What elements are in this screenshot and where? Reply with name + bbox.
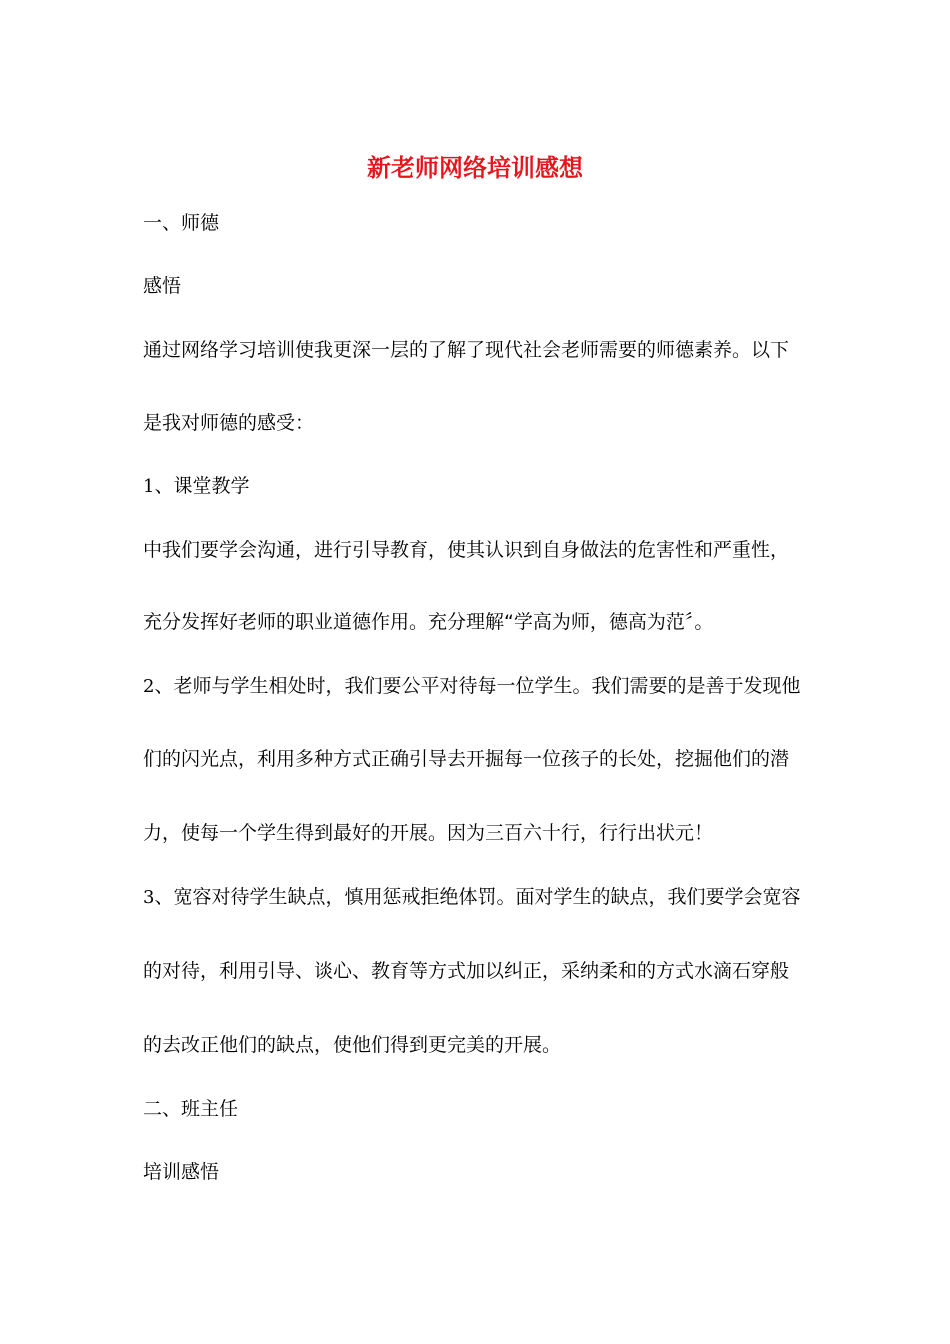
line-text: 中我们要学会沟通，进行引导教育，使其认识到自身做法的危害性和严重性， [143,539,790,561]
line-text: 的对待，利用引导、谈心、教育等方式加以纠正，采纳柔和的方式水滴石穿般 [143,960,790,982]
document-title: 新老师网络培训感想 [367,153,583,182]
line-text: 是我对师德的感受： [143,412,315,434]
line-text: 们的闪光点，利用多种方式正确引导去开掘每一位孩子的长处，挖掘他们的潜 [143,748,790,770]
line-text: 充分发挥好老师的职业道德作用。充分理解“学高为师，德高为范〞。 [143,611,714,633]
line-text: 通过网络学习培训使我更深一层的了解了现代社会老师需要的师德素养。以下 [143,339,790,361]
list-item-3 [143,883,823,912]
line-text: 力，使每一个学生得到最好的开展。因为三百六十行，行行出状元！ [143,822,714,844]
subheading-training-reflection [143,1158,823,1186]
paragraph-line [143,819,823,847]
line-text: 、老师与学生相处时，我们要公平对待每一位学生。我们需要的是善于发现他 [154,675,801,697]
paragraph-line [143,536,823,564]
line-text: 的去改正他们的缺点，使他们得到更完美的开展。 [143,1034,562,1056]
paragraph-line [143,409,823,437]
line-text: 一、师德 [143,212,220,234]
line-text: 感悟 [143,275,182,297]
paragraph-line [143,957,823,985]
line-text: 二、班主任 [143,1098,239,1120]
list-item-1 [143,472,823,501]
line-text: 、宽容对待学生缺点，慎用惩戒拒绝体罚。面对学生的缺点，我们要学会宽容 [154,886,801,908]
subheading-reflection [143,272,823,300]
line-text: 、课堂教学 [154,475,250,497]
list-number: 2 [143,676,155,697]
section-heading-head-teacher [143,1095,823,1123]
list-item-2 [143,672,823,701]
paragraph-line [143,608,823,636]
paragraph-line [143,745,823,773]
paragraph-line [143,336,823,364]
list-number: 3 [143,887,155,908]
line-text: 培训感悟 [143,1161,220,1183]
paragraph-line [143,1031,823,1059]
list-number: 1 [143,476,155,497]
section-heading-ethics [143,209,823,237]
